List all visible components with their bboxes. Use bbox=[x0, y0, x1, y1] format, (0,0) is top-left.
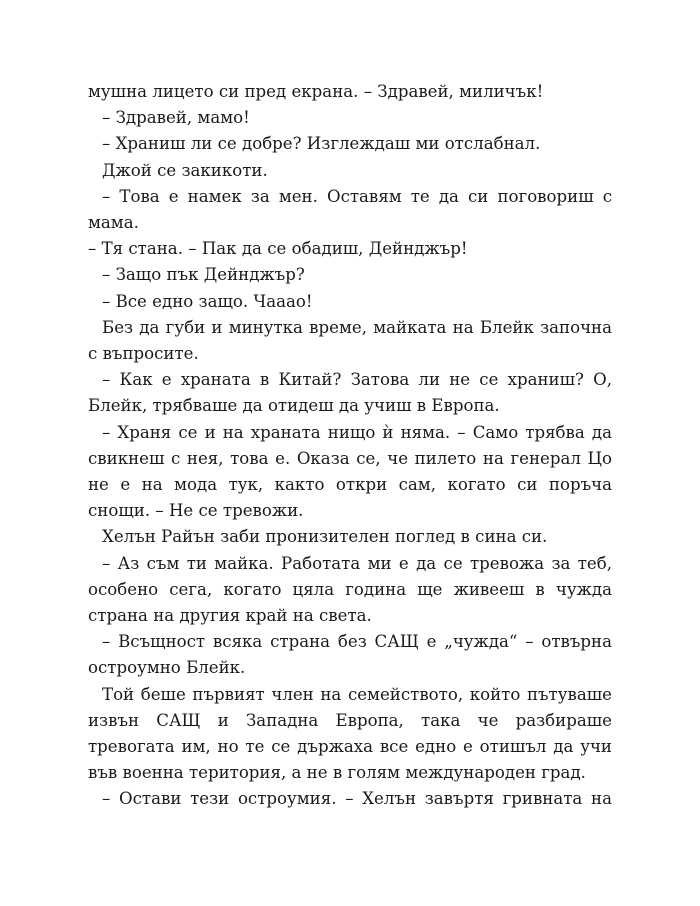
paragraph: Той беше първият член на семейството, който пътуваше извън САЩ и Западна Европа, така че разбираше тревогата им, но те се държаха все едно е отишъл да учи във военна територия, а не в голям международен град. bbox=[88, 684, 612, 783]
paragraph: – Как е храната в Китай? Затова ли не се храниш? О, Блейк, трябваше да отидеш да учиш в Европа. bbox=[88, 370, 612, 416]
paragraph: – Храня се и на храната нищо ѝ няма. – Само трябва да свикнеш с нея, това е. Оказа се, че пилето на генерал Цо не е на мода тук, както откри сам, когато си поръча снощи. – Не се тревожи. bbox=[88, 422, 612, 521]
paragraph: – Здравей, мамо! bbox=[102, 108, 250, 128]
paragraph: мушна лицето си пред екрана. – Здравей, миличък! bbox=[88, 82, 544, 101]
paragraph: – Това е намек за мен. Оставям те да си поговориш с мама. bbox=[88, 186, 612, 233]
paragraph: – Храниш ли се добре? Изглеждаш ми отслабнал. bbox=[102, 134, 541, 154]
paragraph: – Тя стана. – Пак да се обадиш, Дейнджър! bbox=[88, 239, 468, 259]
paragraph: Хелън Райън заби пронизителен поглед в сина си. bbox=[102, 527, 548, 547]
paragraph: – Всъщност всяка страна без САЩ е „чужда“ – отвърна остроумно Блейк. bbox=[88, 632, 612, 678]
book-page bbox=[88, 79, 612, 813]
paragraph: Джой се закикоти. bbox=[102, 160, 268, 180]
paragraph: – Защо пък Дейнджър? bbox=[102, 265, 305, 285]
paragraph: – Аз съм ти майка. Работата ми е да се тревожа за теб, особено сега, когато цяла година ще живееш в чужда страна на другия край на света. bbox=[88, 553, 612, 626]
paragraph: – Остави тези остроумия. – Хелън завъртя гривната на bbox=[102, 789, 612, 809]
paragraph: Без да губи и минутка време, майката на Блейк започна с въпросите. bbox=[88, 317, 612, 364]
paragraph: – Все едно защо. Чааао! bbox=[102, 291, 313, 311]
